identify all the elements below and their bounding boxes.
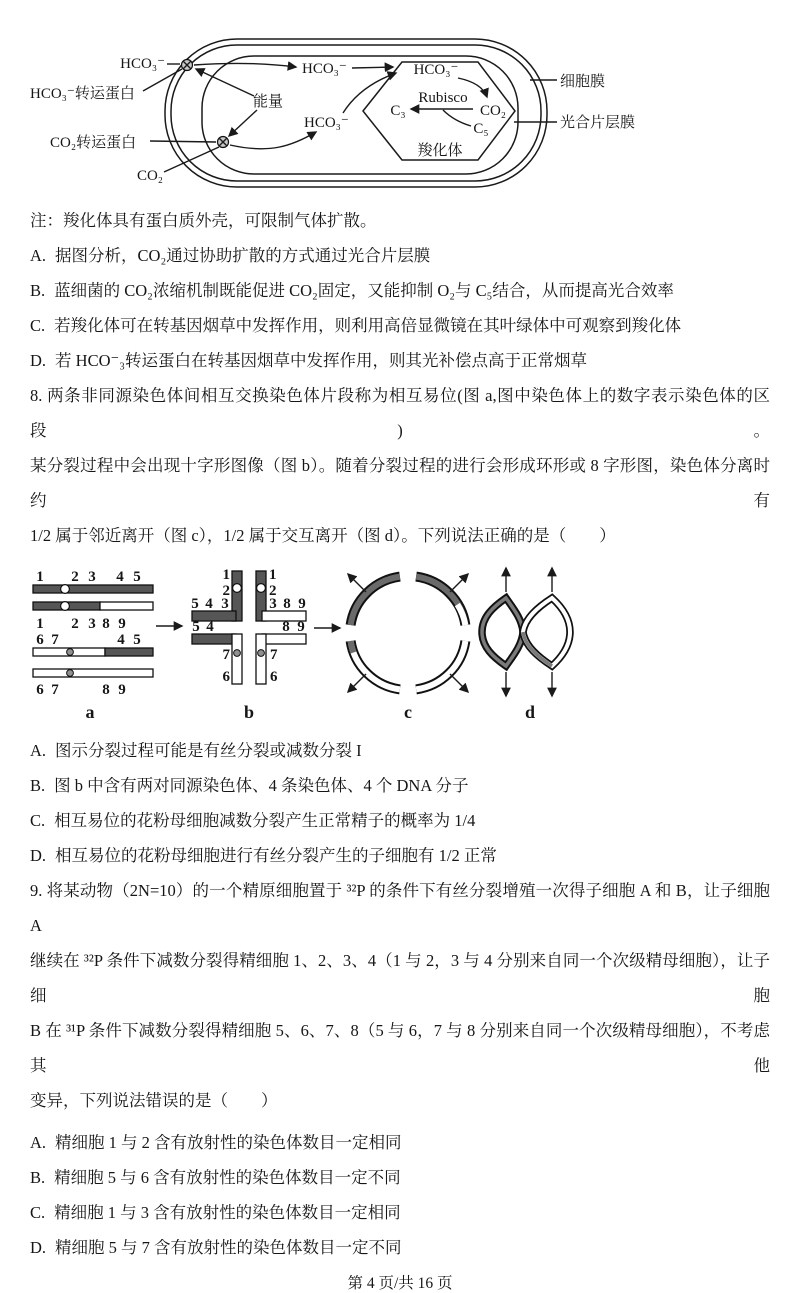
option-label: B. xyxy=(30,1168,46,1187)
option-label: D. xyxy=(30,1238,47,1257)
figure-b xyxy=(191,567,306,722)
segment-number: 3 xyxy=(269,596,277,612)
lamella-label: 光合片层膜 xyxy=(560,115,636,131)
segment-number: 9 xyxy=(297,619,305,635)
segment-number: 4 xyxy=(117,632,125,648)
segment-number: 1 xyxy=(222,567,230,583)
segment-number: 6 xyxy=(222,669,230,685)
q7-note: 注：羧化体具有蛋白质外壳，可限制气体扩散。 xyxy=(30,211,377,230)
chromosome-bar xyxy=(105,648,153,656)
option-text: 相互易位的花粉母细胞进行有丝分裂产生的子细胞有 1/2 正常 xyxy=(55,846,497,865)
segment-number: 5 xyxy=(192,619,200,635)
figure-d xyxy=(482,568,570,722)
segment-number: 3 xyxy=(221,596,229,612)
option-text: 若 HCO⁻₃转运蛋白在转基因烟草中发挥作用，则其光补偿点高于正常烟草 xyxy=(55,351,587,370)
option-text: 精细胞 1 与 2 含有放射性的染色体数目一定相同 xyxy=(55,1133,402,1152)
q8-option-c xyxy=(30,810,770,832)
chromosome-arm xyxy=(232,634,242,684)
option-text: 精细胞 5 与 6 含有放射性的染色体数目一定不同 xyxy=(54,1168,401,1187)
q7-option-c xyxy=(30,315,770,337)
figure-d-caption: d xyxy=(524,702,536,722)
figure-c-caption: c xyxy=(404,702,412,722)
separation-arrow-ne xyxy=(450,574,468,592)
centromere xyxy=(234,650,241,657)
segment-number: 4 xyxy=(206,619,214,635)
segment-number: 1 xyxy=(36,616,44,632)
segment-number: 2 xyxy=(269,583,277,599)
q9-stem-line: B 在 ³¹P 条件下减数分裂得精细胞 5、6、7、8（5 与 6，7 与 8 分别来自同一个次级精母细胞），不考虑其他 xyxy=(30,1021,770,1075)
hco3-import-arrow xyxy=(194,63,296,67)
hco3-to-carboxysome-arrow xyxy=(352,67,393,68)
segment-number: 7 xyxy=(270,647,278,663)
energy-arrow-2 xyxy=(229,110,257,136)
q9-option-b xyxy=(30,1167,770,1189)
chromosome-bar xyxy=(100,602,153,610)
q8-stem xyxy=(30,378,770,553)
segment-number: 1 xyxy=(36,569,44,585)
centromere xyxy=(257,584,266,593)
ring-arc-tip xyxy=(351,641,354,653)
segment-number: 7 xyxy=(51,632,59,648)
co2-to-hco3-arrow xyxy=(230,132,316,149)
page-number: 第 4 页/共 16 页 xyxy=(347,1275,453,1292)
segment-number: 5 xyxy=(133,632,141,648)
segment-number: 9 xyxy=(298,596,306,612)
chromosome-arm xyxy=(262,634,306,644)
lamellar-membrane-outline xyxy=(202,56,518,174)
chromosome-arm xyxy=(192,634,236,644)
option-label: A. xyxy=(30,1133,47,1152)
c3-label: C₃ xyxy=(390,103,406,119)
segment-number: 8 xyxy=(102,682,110,698)
hco3-top-label: HCO₃⁻ xyxy=(120,56,165,72)
co2-carrier-label: CO₂转运蛋白 xyxy=(50,135,137,151)
co2-transporter-icon xyxy=(218,137,229,148)
option-text: 据图分析，CO₂通过协助扩散的方式通过光合片层膜 xyxy=(55,246,431,265)
q9-option-d xyxy=(30,1237,770,1259)
centromere xyxy=(67,670,74,677)
hco3-inner-top-label: HCO₃⁻ xyxy=(302,61,347,77)
q9-option-c xyxy=(30,1202,770,1224)
q7-option-a xyxy=(30,245,770,267)
hco3-carrier-line xyxy=(143,69,182,91)
chromosome-bar xyxy=(33,585,153,593)
option-text: 精细胞 5 与 7 含有放射性的染色体数目一定不同 xyxy=(55,1238,402,1257)
segment-number: 5 xyxy=(191,596,199,612)
option-label: C. xyxy=(30,316,46,335)
segment-number: 2 xyxy=(71,569,79,585)
segment-number: 3 xyxy=(88,569,96,585)
segment-number: 2 xyxy=(222,583,230,599)
centromere xyxy=(61,585,70,594)
q8-stem-line: 1/2 属于邻近离开（图 c），1/2 属于交互离开（图 d）。下列说法正确的是（ ） xyxy=(30,526,616,545)
hco3-carrier-label: HCO₃⁻转运蛋白 xyxy=(30,86,135,102)
option-label: B. xyxy=(30,281,46,300)
q8-stem-line: 8. 两条非同源染色体间相互交换染色体片段称为相互易位(图 a,图中染色体上的数字表示染色体的区段)。 xyxy=(30,386,770,440)
co2-entry-line xyxy=(164,147,219,172)
centromere xyxy=(233,584,242,593)
segment-number: 9 xyxy=(118,616,126,632)
segment-number: 8 xyxy=(282,619,290,635)
option-label: C. xyxy=(30,811,46,830)
segment-number: 8 xyxy=(102,616,110,632)
separation-arrow-sw xyxy=(348,674,366,692)
segment-number: 4 xyxy=(205,596,213,612)
co2-box-label: CO₂ xyxy=(479,103,507,119)
q8-option-b xyxy=(30,775,770,797)
rubisco-label: Rubisco xyxy=(418,90,468,106)
chromosome-bar xyxy=(33,669,153,677)
q7-option-b xyxy=(30,280,770,302)
centromere xyxy=(67,649,74,656)
figure-c xyxy=(348,574,468,722)
q9-stem xyxy=(30,873,770,1118)
option-label: A. xyxy=(30,741,47,760)
segment-number: 7 xyxy=(51,682,59,698)
exam-page xyxy=(0,34,800,1292)
separation-arrow-nw xyxy=(348,574,366,592)
segment-number: 6 xyxy=(270,669,278,685)
chromosome-arm xyxy=(256,634,266,684)
lobe-right xyxy=(523,598,570,666)
option-text: 精细胞 1 与 3 含有放射性的染色体数目一定相同 xyxy=(54,1203,401,1222)
c5-join-line xyxy=(443,110,471,126)
separation-arrow-se xyxy=(450,674,468,692)
segment-number: 6 xyxy=(36,632,44,648)
option-text: 若羧化体可在转基因烟草中发挥作用，则利用高倍显微镜在其叶绿体中可观察到羧化体 xyxy=(54,316,682,335)
segment-number: 1 xyxy=(269,567,277,583)
segment-number: 5 xyxy=(133,569,141,585)
energy-label: 能量 xyxy=(252,94,284,110)
translocation-figure xyxy=(30,558,610,728)
q9-stem-line: 变异，下列说法错误的是（ ） xyxy=(30,1091,278,1110)
segment-number: 3 xyxy=(88,616,96,632)
segment-number: 8 xyxy=(283,596,291,612)
figure-a-caption: a xyxy=(85,702,95,722)
option-label: C. xyxy=(30,1203,46,1222)
option-label: B. xyxy=(30,776,46,795)
hco3-inner-mid-label: HCO₃⁻ xyxy=(304,115,349,131)
q9-stem-line: 9. 将某动物（2N=10）的一个精原细胞置于 ³²P 的条件下有丝分裂增殖一次得子细胞 A 和 B，让子细胞 A xyxy=(30,881,770,935)
figure-b-caption: b xyxy=(243,702,255,722)
segment-number: 6 xyxy=(36,682,44,698)
segment-number: 9 xyxy=(118,682,126,698)
q8-option-d xyxy=(30,845,770,867)
segment-number: 7 xyxy=(222,647,230,663)
page-content xyxy=(0,34,800,1293)
option-text: 图示分裂过程可能是有丝分裂或减数分裂 I xyxy=(55,741,362,760)
option-label: D. xyxy=(30,846,47,865)
hco3-transporter-icon xyxy=(182,60,193,71)
option-text: 相互易位的花粉母细胞减数分裂产生正常精子的概率为 1/4 xyxy=(54,811,476,830)
q7-option-d xyxy=(30,350,770,372)
co2-carrier-line xyxy=(150,141,216,142)
co2-out-label: CO₂ xyxy=(136,168,164,184)
q9-stem-line: 继续在 ³²P 条件下减数分裂得精细胞 1、2、3、4（1 与 2，3 与 4 分别来自同一个次级精母细胞），让子细胞 xyxy=(30,951,770,1005)
carboxysome-label: 羧化体 xyxy=(417,143,463,159)
figure-a xyxy=(33,569,153,722)
segment-number: 2 xyxy=(71,616,79,632)
option-text: 图 b 中含有两对同源染色体、4 条染色体、4 个 DNA 分子 xyxy=(54,776,469,795)
option-label: D. xyxy=(30,351,47,370)
cyanobacteria-co2-diagram xyxy=(30,34,730,204)
option-text: 蓝细菌的 CO₂浓缩机制既能促进 CO₂固定，又能抑制 O₂与 C₅结合，从而提高光合效率 xyxy=(54,281,674,300)
segment-number: 4 xyxy=(116,569,124,585)
centromere xyxy=(258,650,265,657)
cell-membrane-label: 细胞膜 xyxy=(560,74,606,90)
c5-label: C₅ xyxy=(473,121,489,137)
centromere xyxy=(61,602,70,611)
lobe-left xyxy=(482,598,523,666)
q8-option-a xyxy=(30,740,770,762)
q9-option-a xyxy=(30,1132,770,1154)
option-label: A. xyxy=(30,246,47,265)
q8-stem-line: 某分裂过程中会出现十字形图像（图 b）。随着分裂过程的进行会形成环形或 8 字形图，染色体分离时约有 xyxy=(30,456,770,510)
hco3-box-label: HCO₃⁻ xyxy=(413,62,459,78)
